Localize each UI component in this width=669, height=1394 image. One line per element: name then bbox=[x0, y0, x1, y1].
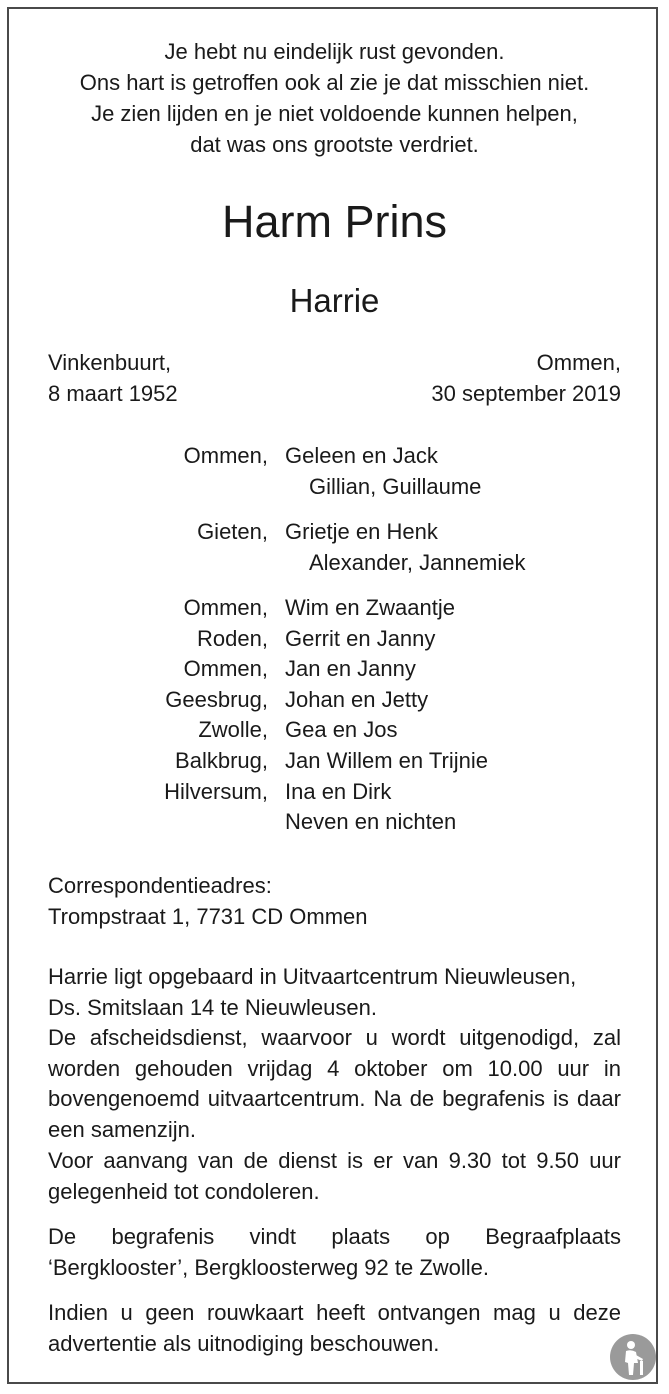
birth-place: Vinkenbuurt, bbox=[48, 350, 172, 375]
family-row bbox=[0, 519, 669, 550]
sibling-names: Johan en Jetty bbox=[285, 686, 429, 712]
laying-out-address: Ds. Smitslaan 14 te Nieuwleusen. bbox=[48, 994, 377, 1020]
family-place: Gieten, bbox=[197, 519, 268, 544]
sibling-place: Geesbrug, bbox=[165, 686, 268, 712]
family-names: Geleen en Jack bbox=[285, 443, 438, 468]
family-place: Ommen, bbox=[183, 443, 268, 468]
family-row bbox=[0, 474, 669, 505]
sibling-place: Zwolle, bbox=[198, 717, 268, 743]
correspondence-address bbox=[48, 871, 621, 932]
poem bbox=[0, 36, 669, 160]
poem-line: Je hebt nu eindelijk rust gevonden. bbox=[164, 39, 505, 64]
sibling-names: Gea en Jos bbox=[285, 717, 398, 743]
family-children bbox=[0, 519, 669, 580]
siblings-list bbox=[0, 595, 669, 840]
family-children bbox=[0, 443, 669, 504]
deceased-name: Harm Prins bbox=[221, 196, 448, 247]
sibling-place: Balkbrug, bbox=[175, 747, 268, 773]
service-paragraph: De afscheidsdienst, waarvoor u wordt uitgenodigd, zal worden gehouden vrijdag 4 oktober om 10.00 uur in bovengenoemd uitvaartcentrum. Na de begrafenis is daar een samenzijn. bbox=[48, 1025, 621, 1142]
invitation-paragraph: Indien u geen rouwkaart heeft ontvangen mag u deze advertentie als uitnodiging beschouwen. bbox=[48, 1300, 621, 1356]
sibling-names: Jan Willem en Trijnie bbox=[285, 747, 488, 773]
sibling-row bbox=[0, 779, 669, 810]
burial-paragraph: De begrafenis vindt plaats op Begraafplaats ‘Bergklooster’, Bergkloosterweg 92 te Zwolle. bbox=[48, 1224, 621, 1280]
laying-out-line: Harrie ligt opgebaard in Uitvaartcentrum Nieuwleusen, bbox=[48, 964, 577, 989]
sibling-row bbox=[0, 595, 669, 626]
sibling-names: Neven en nichten bbox=[285, 809, 457, 835]
poem-line: dat was ons grootste verdriet. bbox=[190, 132, 479, 157]
birth-date: 8 maart 1952 bbox=[48, 381, 178, 406]
grandchildren-names: Gillian, Guillaume bbox=[309, 473, 482, 499]
death-date: 30 september 2019 bbox=[431, 381, 621, 406]
family-names: Grietje en Henk bbox=[285, 519, 438, 544]
death-place: Ommen, bbox=[536, 350, 621, 375]
family-row bbox=[0, 550, 669, 581]
correspondence-address-line: Trompstraat 1, 7731 CD Ommen bbox=[48, 903, 368, 929]
sibling-names: Jan en Janny bbox=[285, 656, 416, 682]
condolence-paragraph: Voor aanvang van de dienst is er van 9.30 tot 9.50 uur gelegenheid tot condoleren. bbox=[48, 1148, 621, 1204]
death-info bbox=[431, 347, 621, 409]
sibling-row bbox=[0, 809, 669, 840]
grandchildren-names: Alexander, Jannemiek bbox=[309, 549, 526, 575]
deceased-nickname: Harrie bbox=[289, 282, 380, 319]
sibling-names: Gerrit en Janny bbox=[285, 625, 436, 651]
sibling-names: Wim en Zwaantje bbox=[285, 595, 455, 620]
correspondence-label: Correspondentieadres: bbox=[48, 873, 272, 898]
laying-out-info bbox=[48, 962, 621, 1023]
memorial-figure-icon bbox=[609, 1333, 657, 1381]
sibling-row bbox=[0, 748, 669, 779]
sibling-row bbox=[0, 717, 669, 748]
poem-line: Ons hart is getroffen ook al zie je dat misschien niet. bbox=[79, 70, 590, 95]
sibling-place: Ommen, bbox=[183, 656, 268, 682]
sibling-names: Ina en Dirk bbox=[285, 778, 392, 804]
poem-line: Je zien lijden en je niet voldoende kunnen helpen, bbox=[91, 101, 578, 126]
sibling-row bbox=[0, 687, 669, 718]
sibling-row bbox=[0, 656, 669, 687]
sibling-place: Roden, bbox=[197, 625, 268, 651]
birth-info bbox=[48, 347, 178, 409]
sibling-place: Ommen, bbox=[183, 595, 268, 620]
sibling-place: Hilversum, bbox=[164, 778, 268, 804]
sibling-row bbox=[0, 626, 669, 657]
family-row bbox=[0, 443, 669, 474]
